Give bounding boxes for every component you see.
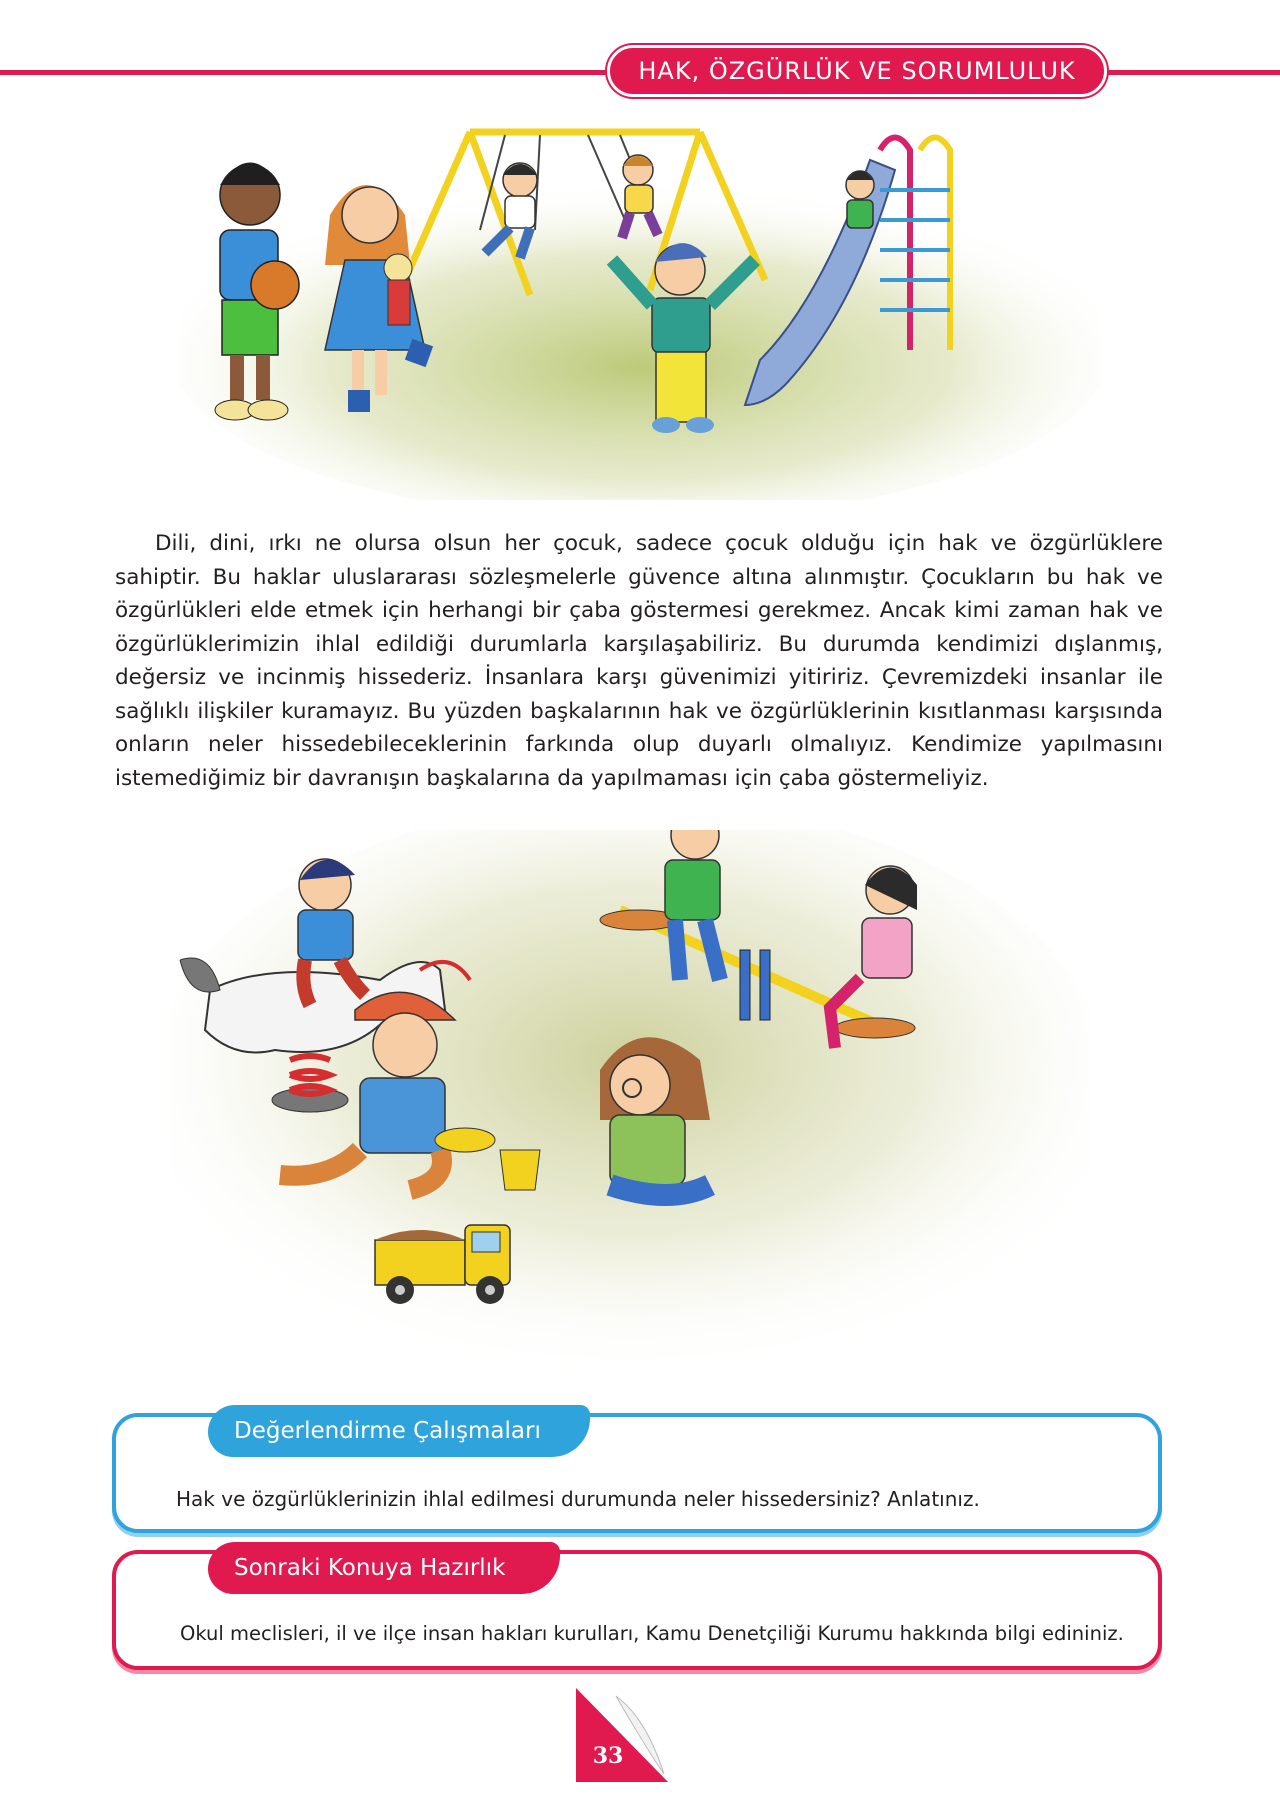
evaluation-box: [112, 1413, 1162, 1533]
evaluation-question: Hak ve özgürlüklerinizin ihlal edilmesi durumunda neler hissedersiniz? Anlatınız.: [176, 1487, 980, 1511]
chapter-title: HAK, ÖZGÜRLÜK VE SORUMLULUK: [638, 57, 1076, 85]
next-topic-title: Sonraki Konuya Hazırlık: [208, 1542, 560, 1594]
children-playing-illustration: [170, 830, 1090, 1390]
next-topic-task: Okul meclisleri, il ve ilçe insan hakları kurulları, Kamu Denetçiliği Kurumu hakkında bilgi edininiz.: [180, 1622, 1124, 1645]
page-number: 33: [592, 1743, 624, 1769]
evaluation-title: Değerlendirme Çalışmaları: [208, 1405, 590, 1457]
chapter-header: [607, 45, 1107, 97]
body-paragraph: Dili, dini, ırkı ne olursa olsun her çocuk, sadece çocuk olduğu için hak ve özgürlüklere sahiptir. Bu haklar uluslararası sözleşmelerle güvence altına alınmıştır. Çocukların bu hak ve özgürlükleri elde etmek için herhangi bir çaba göstermesi gerekmez. Ancak kimi zaman hak ve özgürlüklerimizin ihlal edildiği durumlarla karşılaşabiliriz. Bu durumda kendimizi dışlanmış, değersiz ve incinmiş hissederiz. İnsanlara karşı güvenimizi yitiririz. Çevremizdeki insanlar ile sağlıklı ilişkiler kuramayız. Bu yüzden başkalarının hak ve özgürlüklerinin kısıtlanması karşısında onların neler hissedebileceklerinin farkında olup duyarlı olmalıyız. Kendimize yapılmasını istemediğimiz bir davranışın başkalarına da yapılmaması için çaba göstermeliyiz.: [115, 531, 1163, 791]
playground-illustration: [180, 120, 1100, 500]
page-number-tab: [576, 1688, 668, 1782]
next-topic-box: [112, 1550, 1162, 1670]
